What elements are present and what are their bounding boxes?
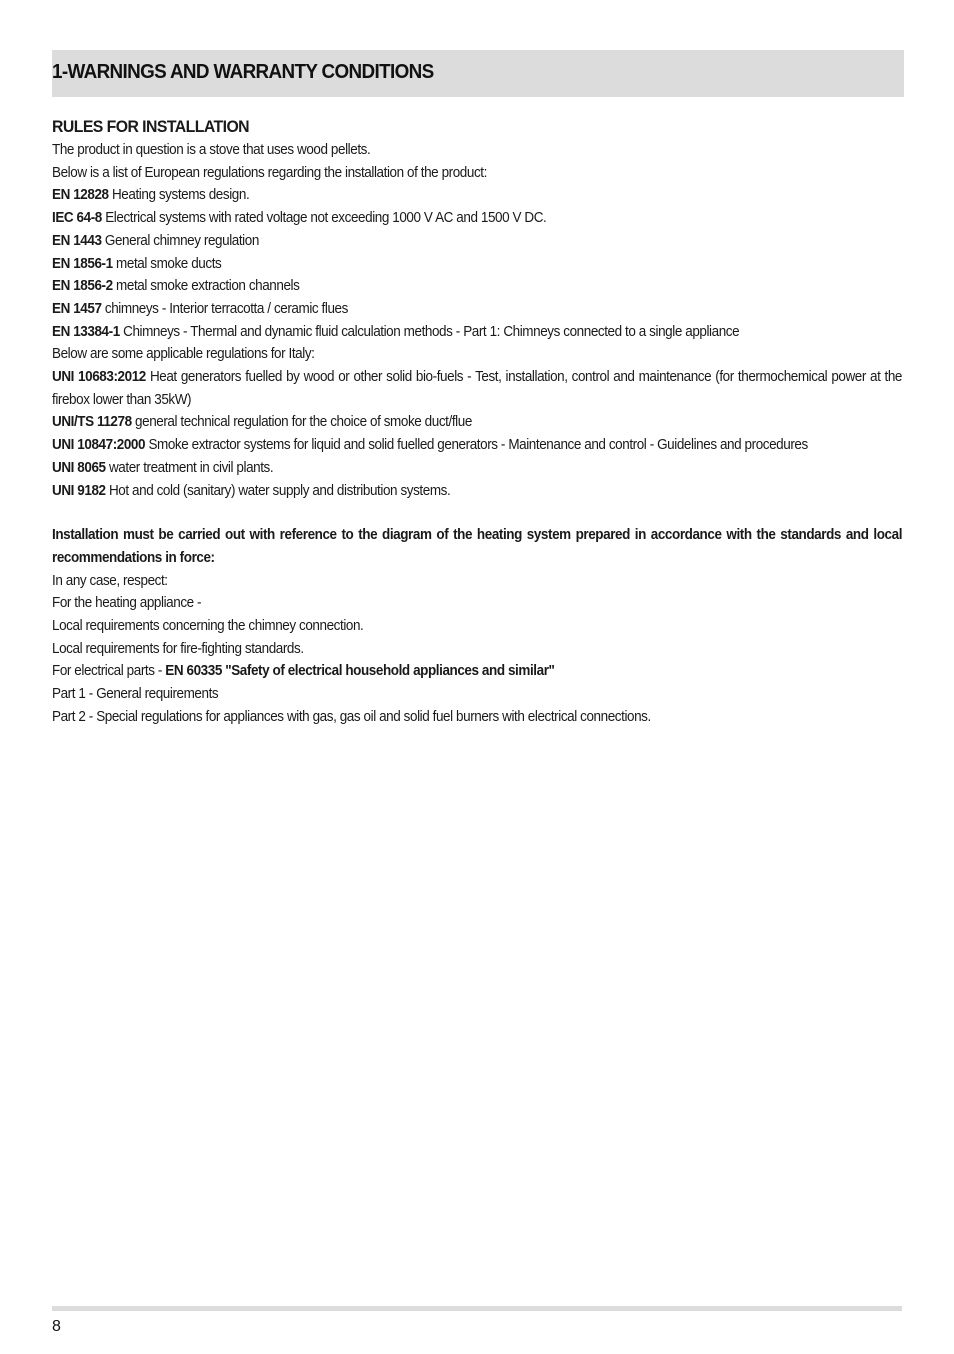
respect-line: Local requirements for fire-fighting standards. (52, 640, 304, 657)
regulation-item (52, 207, 902, 230)
intro-line: The product in question is a stove that uses wood pellets. (52, 142, 371, 158)
regulation-item (52, 434, 902, 457)
regulation-item (52, 457, 902, 480)
regulation-code: EN 12828 (52, 187, 109, 204)
regulation-code: IEC 64-8 (52, 210, 102, 227)
section-heading: RULES FOR INSTALLATION (52, 117, 250, 136)
regulation-text: metal smoke extraction channels (116, 278, 300, 295)
page-number: 8 (52, 1318, 61, 1335)
regulation-item (52, 411, 902, 434)
regulation-item (52, 480, 902, 503)
regulation-text: Chimneys - Thermal and dynamic fluid calculation methods - Part 1: Chimneys connected to a single appliance (123, 323, 740, 340)
regulation-text: general technical regulation for the choice of smoke duct/flue (135, 414, 472, 431)
page-title: 1-WARNINGS AND WARRANTY CONDITIONS (52, 60, 434, 83)
regulation-code: EN 1443 (52, 232, 102, 249)
regulation-item (52, 298, 902, 321)
regulation-code: UNI 10683:2012 (52, 369, 146, 386)
regulation-text: Heating systems design. (111, 187, 250, 204)
regulation-text: Heat generators fuelled by wood or other solid bio-fuels - Test, installation, control and maintenance (for thermochemical power at the firebox lower than 35kW) (52, 369, 903, 408)
electrical-standard: EN 60335 "Safety of electrical household appliances and similar" (165, 663, 555, 680)
paragraph-spacer (52, 502, 902, 524)
regulation-item (52, 321, 902, 344)
regulation-text: chimneys - Interior terracotta / ceramic flues (104, 300, 348, 317)
regulation-item (52, 253, 902, 276)
italy-intro: Below are some applicable regulations for Italy: (52, 346, 315, 363)
electrical-prefix: For electrical parts - (52, 663, 162, 680)
intro-line: Below is a list of European regulations regarding the installation of the product: (52, 164, 487, 181)
regulation-code: UNI 9182 (52, 482, 106, 499)
regulation-code: UNI 8065 (52, 459, 106, 476)
regulation-text: Smoke extractor systems for liquid and solid fuelled generators - Maintenance and control - Guidelines and procedures (148, 437, 808, 454)
part-line: Part 1 - General requirements (52, 686, 219, 703)
part-line: Part 2 - Special regulations for appliances with gas, gas oil and solid fuel burners with electrical connections. (52, 708, 651, 725)
installation-note-text: Installation must be carried out with reference to the diagram of the heating system prepared in accordance with the standards and local recommendations in force: (52, 527, 903, 566)
regulation-item (52, 230, 902, 253)
regulation-code: UNI 10847:2000 (52, 437, 146, 454)
main-content (52, 114, 902, 729)
regulation-item (52, 184, 902, 207)
footer-bar (52, 1306, 902, 1311)
respect-line: In any case, respect: (52, 572, 168, 589)
regulation-text: General chimney regulation (104, 232, 259, 249)
regulation-code: EN 1457 (52, 300, 102, 317)
regulation-text: water treatment in civil plants. (108, 459, 274, 476)
regulation-text: Hot and cold (sanitary) water supply and distribution systems. (108, 482, 451, 499)
regulation-code: EN 1856-2 (52, 278, 113, 295)
regulation-code: EN 13384-1 (52, 323, 120, 340)
respect-line: Local requirements concerning the chimney connection. (52, 618, 364, 635)
regulation-code: EN 1856-1 (52, 255, 113, 272)
respect-line: For the heating appliance - (52, 595, 202, 612)
regulation-code: UNI/TS 11278 (52, 414, 132, 431)
installation-note (52, 524, 902, 569)
regulation-text: Electrical systems with rated voltage not exceeding 1000 V AC and 1500 V DC. (105, 210, 547, 227)
regulation-item (52, 275, 902, 298)
regulation-text: metal smoke ducts (116, 255, 222, 272)
electrical-line (52, 660, 902, 683)
regulation-item (52, 366, 902, 411)
